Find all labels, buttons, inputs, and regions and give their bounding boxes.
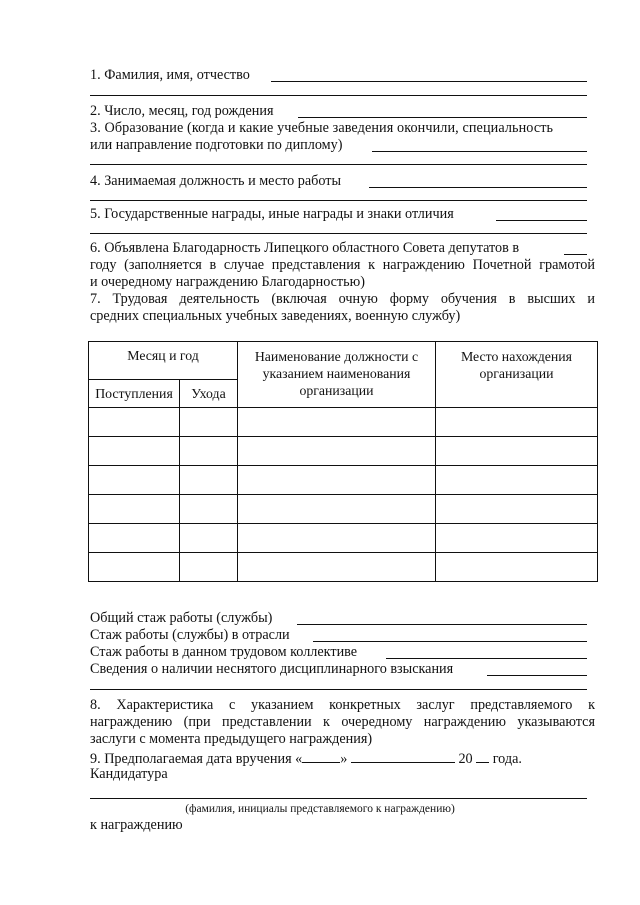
table-row [89,553,598,582]
field-award-date-quote: » [340,751,348,767]
field-awards-continuation-line[interactable] [90,233,587,234]
table-cell-position[interactable] [238,437,436,466]
field-education-line1: 3. Образование (когда и какие учебные заведения окончили, специальность [90,120,554,136]
field-fio [90,67,595,84]
field-labor-line2: средних специальных учебных заведениях, военную службу) [90,308,461,324]
table-cell-position[interactable] [238,495,436,524]
field-fio-label: 1. Фамилия, имя, отчество [90,67,250,83]
field-characteristic-line3: заслуги с момента предыдущего награждения) [90,731,373,747]
candidate-name-line[interactable] [90,798,587,799]
field-award-date-suffix: года. [492,751,522,767]
field-industry-experience [90,627,595,644]
table-cell-location[interactable] [436,524,598,553]
table-cell-position[interactable] [238,524,436,553]
field-total-experience-input-line[interactable] [297,624,587,625]
field-gratitude [90,240,595,257]
table-row [89,437,598,466]
field-labor-heading [90,291,595,325]
table-cell-end[interactable] [180,437,238,466]
work-history-table [88,341,598,582]
table-cell-position[interactable] [238,408,436,437]
field-discipline-continuation-line[interactable] [90,689,587,690]
field-awards-input-line[interactable] [496,220,587,221]
field-collective-experience [90,644,595,661]
field-birth-label: 2. Число, месяц, год рождения [90,103,274,119]
header-month-year: Месяц и год [89,342,238,380]
field-award-year-line[interactable] [476,749,489,763]
table-cell-position[interactable] [238,553,436,582]
table-cell-location[interactable] [436,553,598,582]
field-award-month-line[interactable] [351,749,455,763]
field-gratitude-note-line2: году (заполняется в случае представления к награждению Почетной грамотой [90,257,595,273]
field-education [90,137,595,154]
table-cell-location[interactable] [436,408,598,437]
field-total-experience [90,610,595,627]
field-total-experience-label: Общий стаж работы (службы) [90,610,273,626]
table-cell-start[interactable] [89,437,180,466]
table-header-row [89,342,598,380]
candidate-tail: к награждению [90,817,183,833]
table-cell-end[interactable] [180,408,238,437]
table-cell-end[interactable] [180,553,238,582]
field-gratitude-year-line[interactable] [564,254,587,255]
field-fio-continuation-line[interactable] [90,95,587,96]
field-gratitude-note-line3: и очередному награждению Благодарностью) [90,274,365,290]
table-cell-position[interactable] [238,466,436,495]
field-characteristic-line2: награждению (при представлении к очередному награждению указываются [90,714,595,730]
table-cell-start[interactable] [89,495,180,524]
field-education-continuation-line[interactable] [90,164,587,165]
table-row [89,495,598,524]
table-cell-start[interactable] [89,553,180,582]
header-start: Поступления [89,380,180,408]
header-end: Ухода [180,380,238,408]
field-discipline-label: Сведения о наличии неснятого дисциплинарного взыскания [90,661,454,677]
field-characteristic [90,697,595,748]
field-characteristic-line1: 8. Характеристика с указанием конкретных заслуг представляемого к [90,697,595,713]
field-collective-experience-input-line[interactable] [386,658,587,659]
field-industry-experience-input-line[interactable] [313,641,587,642]
field-labor-line1: 7. Трудовая деятельность (включая очную форму обучения в высших и [90,291,595,307]
field-position-input-line[interactable] [369,187,587,188]
field-discipline [90,661,595,678]
field-birth-input-line[interactable] [298,117,587,118]
table-row [89,524,598,553]
table-cell-start[interactable] [89,466,180,495]
field-discipline-input-line[interactable] [487,675,587,676]
table-cell-end[interactable] [180,495,238,524]
header-location: Место нахождения организации [436,342,598,408]
table-row [89,408,598,437]
table-cell-start[interactable] [89,524,180,553]
table-row [89,466,598,495]
table-cell-location[interactable] [436,437,598,466]
field-awards [90,206,595,223]
table-cell-end[interactable] [180,524,238,553]
field-award-year-prefix: 20 [458,751,473,767]
field-position-label: 4. Занимаемая должность и место работы [90,173,342,189]
field-education-input-line[interactable] [372,151,587,152]
field-education-label: или направление подготовки по диплому) [90,137,343,153]
table-cell-location[interactable] [436,466,598,495]
candidate-label: Кандидатура [90,766,168,782]
table-cell-start[interactable] [89,408,180,437]
header-position: Наименование должности с указанием наименования организации [238,342,436,408]
table-cell-location[interactable] [436,495,598,524]
field-position [90,173,595,190]
field-fio-input-line[interactable] [271,81,587,82]
field-award-day-line[interactable] [302,749,340,763]
field-industry-experience-label: Стаж работы (службы) в отрасли [90,627,290,643]
field-award-date [90,749,595,766]
field-birth [90,103,595,120]
table-cell-end[interactable] [180,466,238,495]
candidate-caption: (фамилия, инициалы представляемого к награждению) [185,803,455,815]
field-awards-label: 5. Государственные награды, иные награды и знаки отличия [90,206,454,222]
field-collective-experience-label: Стаж работы в данном трудовом коллективе [90,644,358,660]
field-gratitude-note [90,257,595,291]
field-position-continuation-line[interactable] [90,200,587,201]
field-gratitude-label: 6. Объявлена Благодарность Липецкого областного Совета депутатов в [90,240,520,256]
field-award-date-prefix: 9. Предполагаемая дата вручения « [90,751,303,767]
